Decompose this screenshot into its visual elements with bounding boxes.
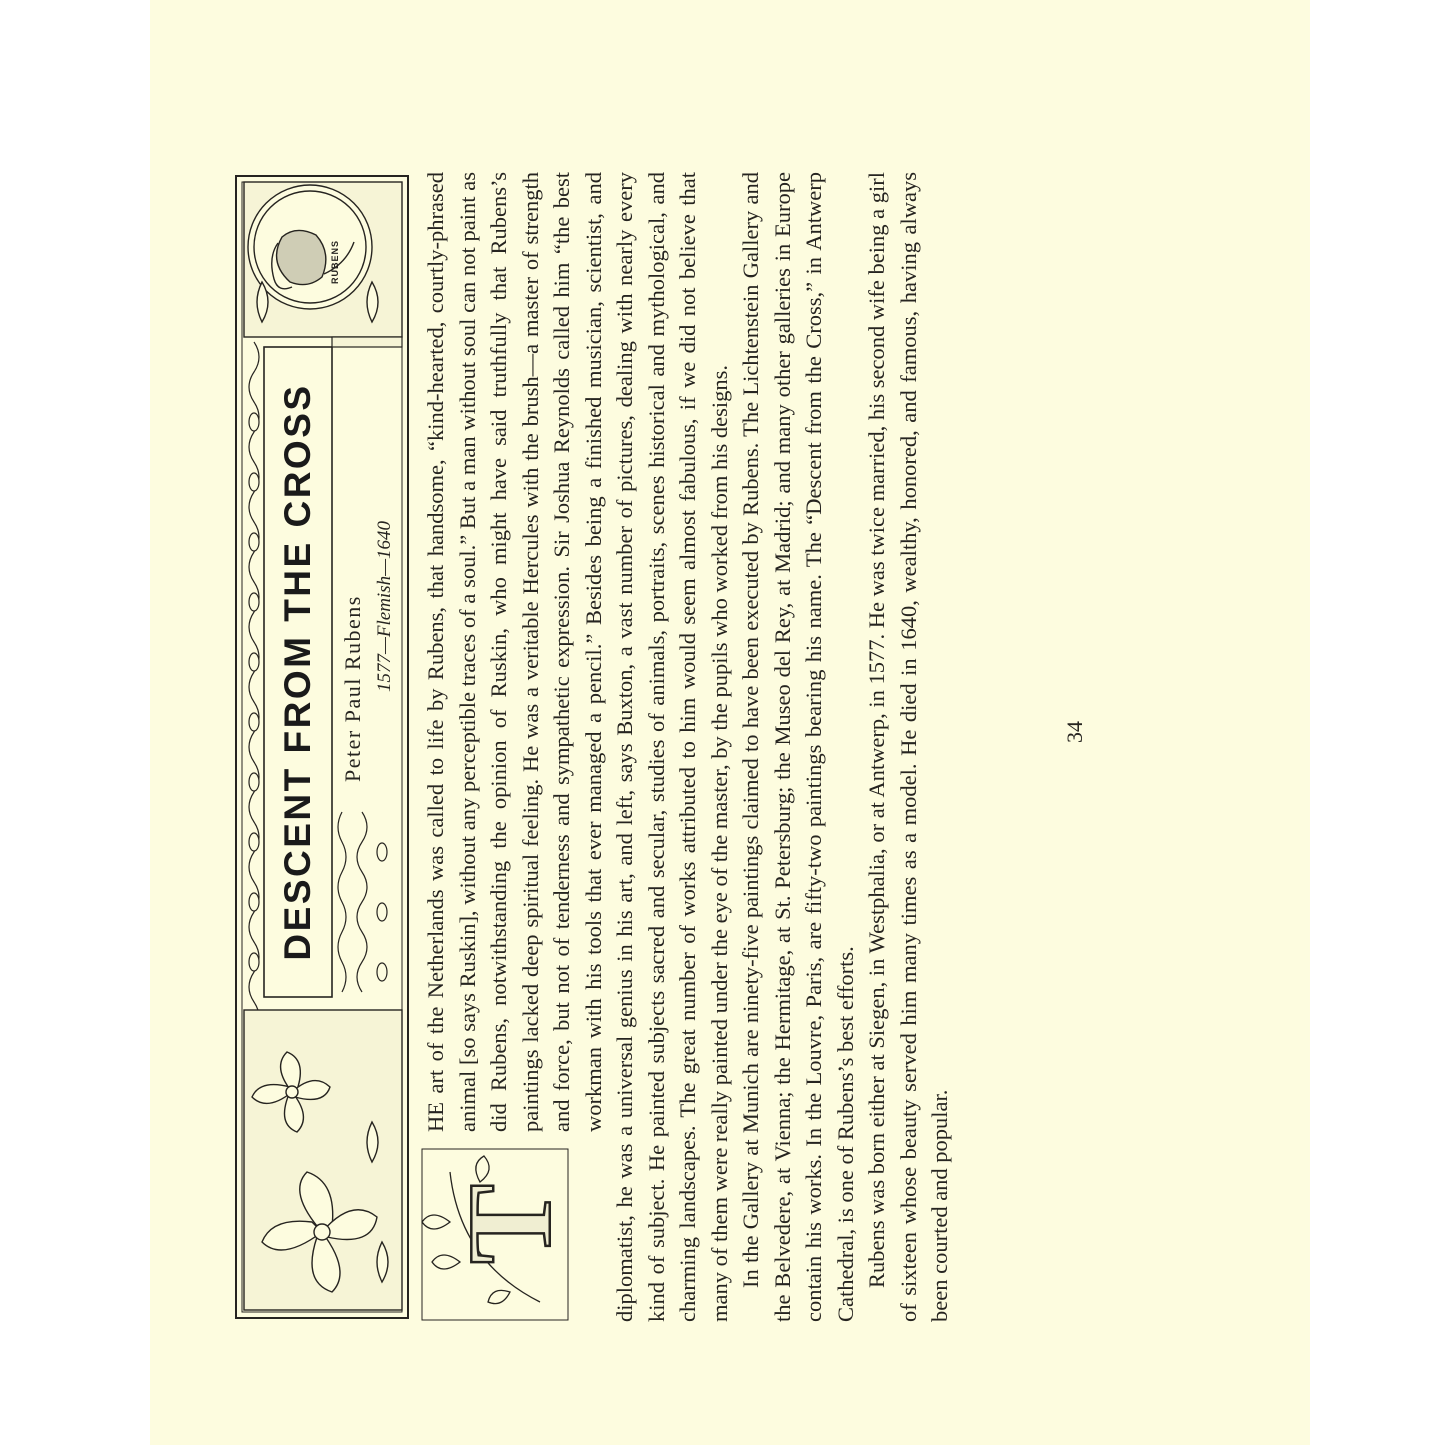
title-banner [232,172,412,1322]
article-body [420,172,956,1322]
artist-name: Peter Paul Rubens [340,595,365,782]
drop-cap [420,1132,578,1322]
svg-text:T: T [443,1183,570,1264]
paragraph-2: In the Gallery at Munich are ninety-five paintings claimed to have been executed by Rubens. The Lichtenstein Gallery and the Belvedere, at Vienna; the Hermitage, at St. Petersburg; the Museo del Rey, at Madrid; and many other galleries in Europe contain his works. In the Louvre, Paris, are fifty-two paintings bearing his name. The “Descent from the Cross,” in Antwerp Cathedral, is one of Rubens’s best efforts. [738,172,858,1322]
page [150,0,1310,1445]
portrait-label: RUBENS [330,239,340,284]
paragraph-3: Rubens was born either at Siegen, in Westphalia, or at Antwerp, in 1577. He was twice married, his second wife being a girl of sixteen whose beauty served him many times as a model. He died in 1640, wealthy, honored, and famous, having always been courted and popular. [864,172,952,1322]
rotated-page-content [232,160,1102,1322]
drop-cap-icon [420,1147,570,1322]
paragraph-1: HE art of the Netherlands was called to life by Rubens, that handsome, “kind-hearted, courtly-phrased animal [so says Ruskin], without any perceptible traces of a soul.” But a man without soul can not paint as did Rubens, notwithstanding the opinion of Ruskin, who might have said truthfully that Rubens’s paintings lacked deep spiritual feeling. He was a veritable Hercules with the brush—a master of strength and force, but not of tenderness and sympathetic expression. Sir Joshua Reynolds called him “the best workman with his tools that ever managed a pencil.” Besides being a finished musician, scientist, and diplomatist, he was a universal genius in his art, and left, says Buxton, a vast number of pictures, dealing with nearly every kind of subject. He painted subjects sacred and secular, studies of animals, portraits, scenes historical and mythological, and charming landscapes. The great number of works attributed to him would seem almost fabulous, if we did not believe that many of them were really painted under the eye of the master, by the pupils who worked from his designs. [423,172,732,1322]
page-title: DESCENT FROM THE CROSS [277,383,318,961]
page-number: 34 [1062,721,1087,743]
artist-dates: 1577—Flemish—1640 [374,521,395,692]
